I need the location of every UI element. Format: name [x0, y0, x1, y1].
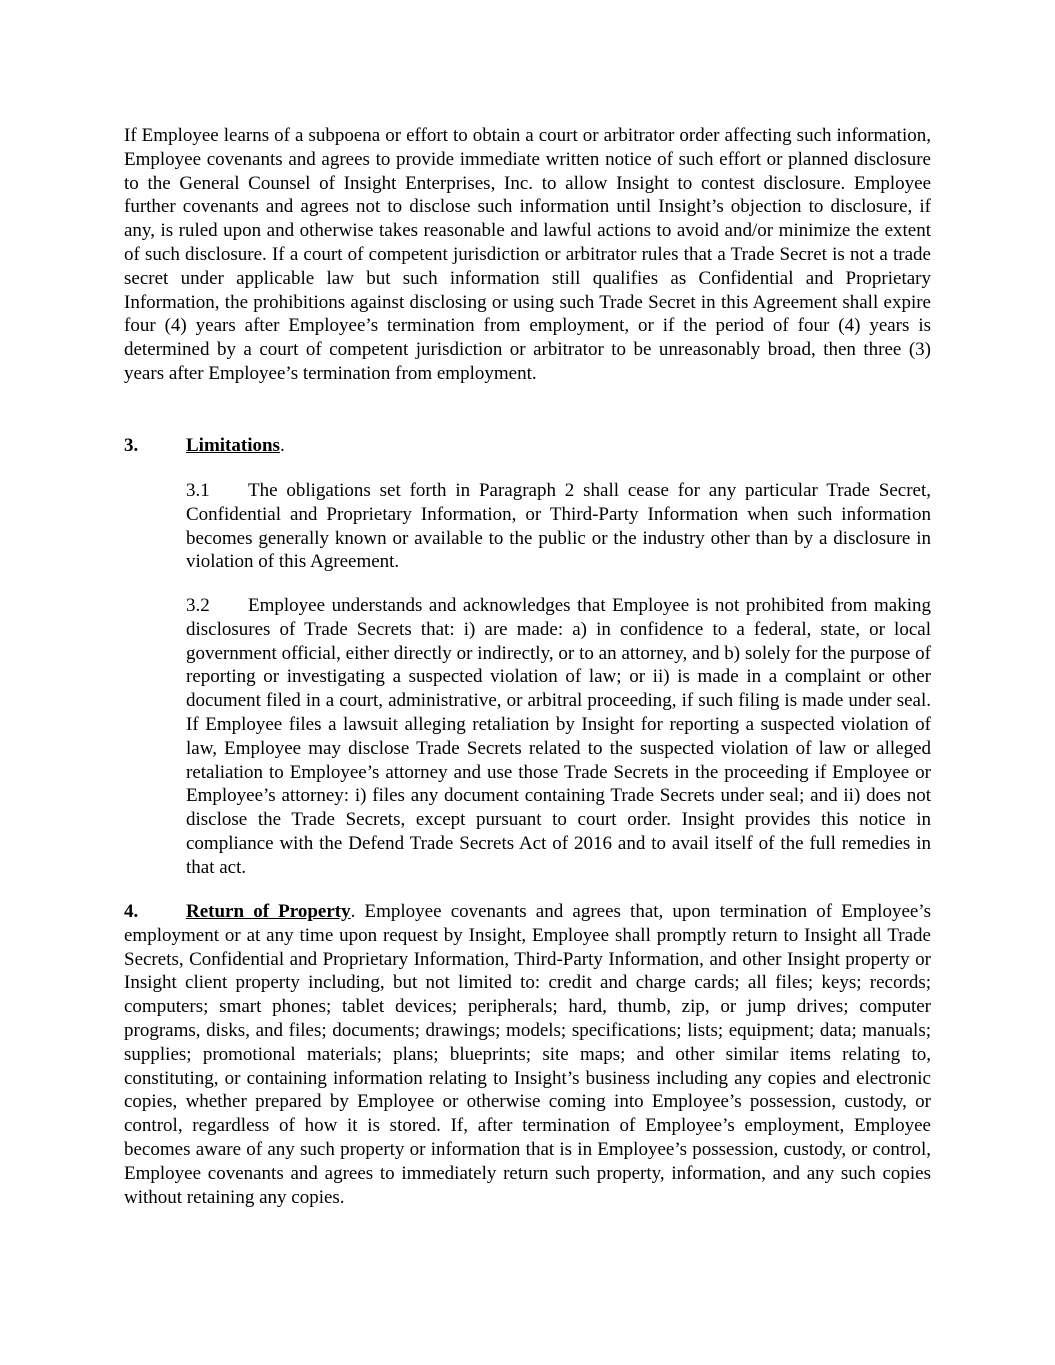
section-3-heading [124, 434, 931, 458]
section-4-paragraph [124, 900, 931, 1209]
section-3-title: Limitations [186, 435, 280, 456]
section-4-number: 4. [124, 901, 139, 922]
section-3-1-paragraph [186, 479, 931, 574]
intro-paragraph: If Employee learns of a subpoena or effort to obtain a court or arbitrator order affecting such information, Employee covenants and agrees to provide immediate written notice of such effort or planned disclosure to the General Counsel of Insight Enterprises, Inc. to allow Insight to contest disclosure. Employee further covenants and agrees not to disclose such information until Insight’s objection to disclosure, if any, is ruled upon and otherwise takes reasonable and lawful actions to avoid and/or minimize the extent of such disclosure. If a court of competent jurisdiction or arbitrator rules that a Trade Secret is not a trade secret under applicable law but such information still qualifies as Confidential and Proprietary Information, the prohibitions against disclosing or using such Trade Secret in this Agreement shall expire four (4) years after Employee’s termination from employment, or if the period of four (4) years is determined by a court of competent jurisdiction or arbitrator to be unreasonably broad, then three (3) years after Employee’s termination from employment. [124, 125, 931, 384]
section-3-1-text: The obligations set forth in Paragraph 2 shall cease for any particular Trade Secret, Confidential and Proprietary Information, or Third-Party Information when such information becomes generally known or available to the public or the industry other than by a disclosure in violation of this Agreement. [186, 480, 931, 573]
section-3-1-number: 3.1 [186, 480, 210, 501]
section-3-2-paragraph [186, 594, 931, 880]
section-3-title-period: . [279, 435, 285, 456]
section-3-number: 3. [124, 435, 139, 456]
section-4-text: . Employee covenants and agrees that, upon termination of Employee’s employment or at any time upon request by Insight, Employee shall promptly return to Insight all Trade Secrets, Confidential and Proprietary Information, Third-Party Information, and other Insight property or Insight client property including, but not limited to: credit and charge cards; all files; keys; records; computers; smart phones; tablet devices; peripherals; hard, thumb, zip, or jump drives; computer programs, disks, and files; documents; drawings; models; specifications; lists; equipment; data; manuals; supplies; promotional materials; plans; blueprints; site maps; and other similar items relating to, constituting, or containing information relating to Insight’s business including any copies and electronic copies, whether prepared by Employee or otherwise coming into Employee’s possession, custody, or control, regardless of how it is stored. If, after termination of Employee’s employment, Employee becomes aware of any such property or information that is in Employee’s possession, custody, or control, Employee covenants and agrees to immediately return such property, information, and any such copies without retaining any copies. [124, 901, 931, 1208]
section-3-2-text: Employee understands and acknowledges that Employee is not prohibited from making disclosures of Trade Secrets that: i) are made: a) in confidence to a federal, state, or local government official, either directly or indirectly, or to an attorney, and b) solely for the purpose of reporting or investigating a suspected violation of law; or ii) is made in a complaint or other document filed in a court, administrative, or arbitral proceeding, if such filing is made under seal. If Employee files a lawsuit alleging retaliation by Insight for reporting a suspected violation of law, Employee may disclose Trade Secrets related to the suspected violation of law or alleged retaliation to Employee’s attorney and use those Trade Secrets in the proceeding if Employee or Employee’s attorney: i) files any document containing Trade Secrets under seal; and ii) does not disclose the Trade Secrets, except pursuant to court order. Insight provides this notice in compliance with the Defend Trade Secrets Act of 2016 and to avail itself of the full remedies in that act. [186, 595, 931, 878]
section-4-title: Return of Property [186, 901, 351, 922]
section-3-2-number: 3.2 [186, 595, 210, 616]
